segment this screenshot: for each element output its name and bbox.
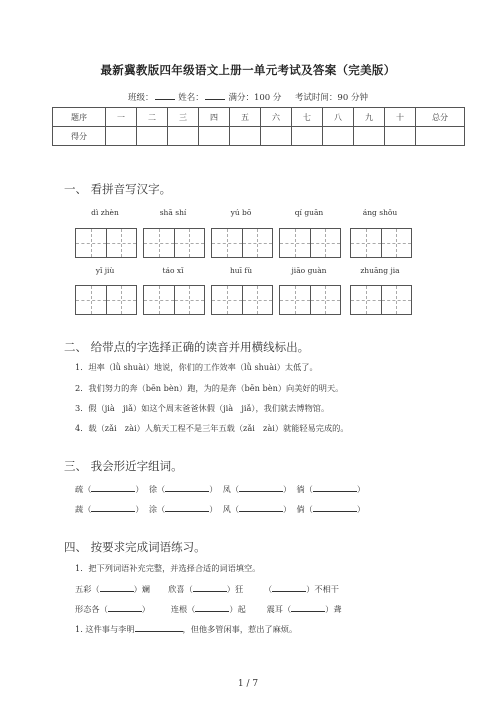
document-title: 最新冀教版四年级语文上册一单元考试及答案（完美版）	[100, 63, 396, 77]
class-blank[interactable]	[155, 91, 175, 100]
idiom-text: 五彩（	[75, 584, 100, 594]
s3-char: 徐（	[148, 484, 166, 494]
writing-box[interactable]	[350, 285, 412, 315]
header-cell: 总分	[416, 108, 465, 127]
page-number: 1 / 7	[237, 679, 259, 689]
answer-blank[interactable]	[91, 483, 135, 492]
s4-instruction: 1．把下列词语补充完整，并选择合适的词语填空。	[75, 563, 261, 573]
writing-box[interactable]	[279, 228, 341, 258]
idiom-text: （	[263, 584, 273, 594]
answer-blank[interactable]	[165, 503, 209, 512]
s3-paren: ）	[356, 504, 366, 514]
class-label: 班级：	[128, 93, 154, 103]
idiom-text: ）聋	[325, 604, 342, 614]
header-cell: 一	[106, 108, 137, 127]
pinyin-label: jiāo guàn	[291, 266, 327, 275]
answer-blank[interactable]	[100, 583, 134, 592]
s3-paren: ）	[283, 504, 292, 514]
score-row	[53, 127, 465, 146]
score-table	[52, 107, 465, 146]
idiom-text: ）	[141, 604, 150, 614]
s3-char: 倘（	[296, 504, 313, 514]
s3-paren: ）	[209, 484, 218, 494]
score-cell[interactable]	[261, 127, 292, 146]
s3-char: 风（	[222, 504, 240, 514]
exam-time: 考试时间：90 分钟	[294, 93, 368, 103]
answer-blank[interactable]	[108, 603, 142, 612]
score-cell[interactable]	[385, 127, 416, 146]
header-cell: 八	[323, 108, 354, 127]
score-cell[interactable]	[416, 127, 465, 146]
s3-char: 徜（	[296, 484, 313, 494]
writing-box[interactable]	[350, 228, 412, 258]
s3-paren: ）	[135, 484, 144, 494]
answer-blank[interactable]	[91, 503, 135, 512]
score-cell[interactable]	[323, 127, 354, 146]
score-cell[interactable]	[137, 127, 168, 146]
header-cell: 五	[230, 108, 261, 127]
s3-char: 蔬（	[75, 504, 92, 514]
writing-box[interactable]	[279, 285, 341, 315]
name-label: 姓名：	[178, 93, 204, 103]
header-cell: 九	[354, 108, 385, 127]
pinyin-label: táo xǐ	[162, 266, 184, 275]
writing-box[interactable]	[75, 228, 137, 258]
pinyin-label: yú bō	[230, 208, 252, 217]
writing-box[interactable]	[143, 285, 205, 315]
s3-paren: ）	[356, 484, 366, 494]
score-cell[interactable]	[292, 127, 323, 146]
answer-blank[interactable]	[272, 583, 306, 592]
idiom-text: ）不相干	[306, 584, 339, 594]
score-cell[interactable]	[199, 127, 230, 146]
name-blank[interactable]	[205, 91, 225, 100]
answer-blank[interactable]	[239, 483, 283, 492]
header-cell: 四	[199, 108, 230, 127]
s2-item-2: 2．我们努力的奔（bēn bèn）跑，为的是奔（bēn bèn）向美好的明天。	[75, 383, 344, 393]
s2-item-1: 1．坦率（lǜ shuài）地说，你们的工作效率（lǜ shuài）太低了。	[75, 362, 318, 372]
section-3-heading: 三、 我会形近字组词。	[64, 459, 183, 473]
s4-row-3	[75, 623, 297, 635]
score-cell[interactable]	[230, 127, 261, 146]
s3-paren: ）	[135, 504, 144, 514]
s2-item-3: 3．假（jià jiǎ）如这个周末爸爸休假（jià jiǎ），我们就去博物馆。	[75, 403, 330, 413]
full-score: 满分：100 分	[228, 93, 282, 103]
answer-blank[interactable]	[313, 503, 357, 512]
pinyin-label: shā shí	[159, 208, 187, 217]
header-cell: 六	[261, 108, 292, 127]
answer-blank[interactable]	[135, 623, 183, 632]
s3-char: 涂（	[148, 504, 166, 514]
s3-char: 疏（	[75, 484, 92, 494]
sentence-text: ，但他多管闲事，惹出了麻烦。	[182, 624, 298, 634]
writing-box[interactable]	[143, 228, 205, 258]
idiom-text: 连根（	[170, 604, 196, 614]
header-cell: 三	[168, 108, 199, 127]
s3-paren: ）	[283, 484, 292, 494]
s4-row-1	[75, 583, 339, 595]
idiom-text: ）狂	[226, 584, 244, 594]
s4-row-2	[75, 603, 342, 615]
pinyin-label: yǐ jiù	[95, 266, 115, 275]
s2-item-4: 4．载（zǎi zài）人航天工程不是三年五载（zǎi zài）就能轻易完成的。	[75, 423, 349, 433]
score-cell[interactable]	[354, 127, 385, 146]
s3-paren: ）	[209, 504, 218, 514]
answer-blank[interactable]	[195, 603, 229, 612]
idiom-text: 震耳（	[266, 604, 292, 614]
idiom-text: ）斓	[133, 584, 150, 594]
writing-box[interactable]	[211, 228, 273, 258]
section-2-heading: 二、 给带点的字选择正确的读音并用横线标出。	[64, 340, 310, 354]
header-cell: 二	[137, 108, 168, 127]
header-cell: 十	[385, 108, 416, 127]
pinyin-label: qí guān	[294, 208, 324, 217]
section-4-heading: 四、 按要求完成词语练习。	[64, 540, 206, 554]
section-1-heading: 一、 看拼音写汉字。	[64, 182, 172, 196]
pinyin-label: zhuāng jia	[360, 266, 400, 275]
score-row-label: 得分	[53, 127, 106, 146]
writing-box[interactable]	[211, 285, 273, 315]
writing-box[interactable]	[75, 285, 137, 315]
s3-row-2	[75, 503, 365, 515]
header-cell: 题序	[53, 108, 106, 127]
answer-blank[interactable]	[313, 483, 357, 492]
s3-row-1	[75, 483, 365, 495]
score-cell[interactable]	[106, 127, 137, 146]
pinyin-label: áng shǒu	[362, 208, 398, 217]
pinyin-label: dì zhèn	[91, 208, 119, 217]
score-cell[interactable]	[168, 127, 199, 146]
answer-blank[interactable]	[239, 503, 283, 512]
answer-blank[interactable]	[165, 483, 209, 492]
pinyin-label: huī fù	[229, 266, 253, 275]
exam-info	[0, 91, 496, 103]
score-header-row	[53, 108, 465, 127]
header-cell: 七	[292, 108, 323, 127]
answer-blank[interactable]	[291, 603, 325, 612]
idiom-text: 形态各（	[75, 604, 108, 614]
answer-blank[interactable]	[193, 583, 227, 592]
idiom-text: 欣喜（	[168, 584, 193, 594]
idiom-text: ）起	[229, 604, 246, 614]
sentence-text: 1. 这件事与李明	[75, 624, 135, 634]
s3-char: 凤（	[222, 484, 240, 494]
